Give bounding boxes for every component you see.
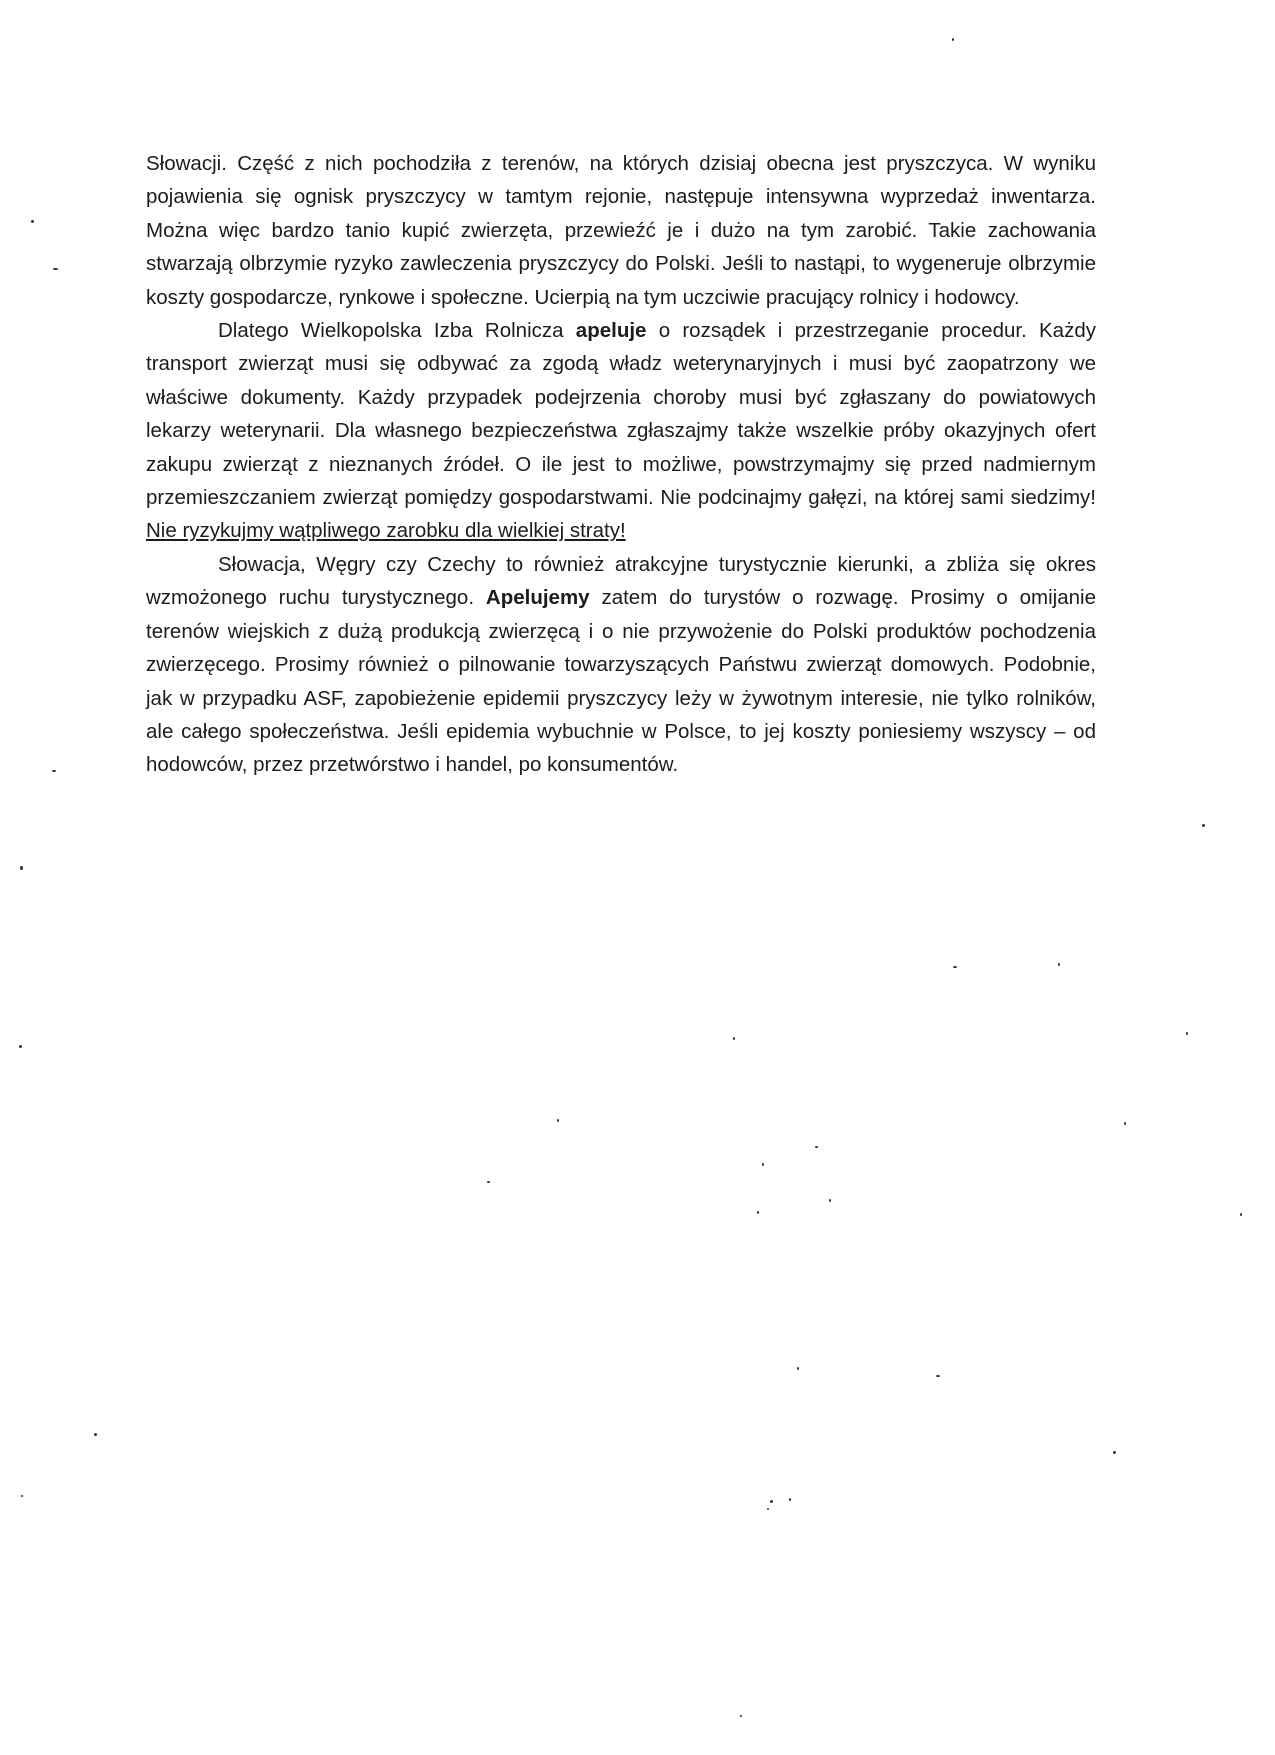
paragraph-3 (146, 548, 1096, 782)
scan-speck (952, 38, 954, 41)
scan-speck (789, 1498, 791, 1501)
scan-speck (733, 1037, 735, 1040)
paragraph-1 (146, 147, 1096, 314)
paragraph-2-underlined-sentence: Nie ryzykujmy wątpliwego zarobku dla wielkiej straty! (146, 519, 626, 543)
scan-speck (762, 1163, 764, 1166)
paragraph-3-text-start: Słowacja, Węgry czy Czechy to również atrakcyjne turystycznie kierunki, a zbliża się okres wzmożonego ruchu turystycznego. (146, 552, 1096, 610)
document-body (146, 147, 1096, 782)
scan-speck (52, 770, 56, 772)
scan-speck (487, 1181, 490, 1183)
paragraph-2-bold-apeluje: apeluje (575, 319, 647, 343)
paragraph-2-text-end: o rozsądek i przestrzeganie procedur. Każdy transport zwierząt musi się odbywać za zgodą władz weterynaryjnych i musi być zaopatrzony we właściwe dokumenty. Każdy przypadek podejrzenia choroby musi być zgłaszany do powiatowych lekarzy weterynarii. Dla własnego bezpieczeństwa zgłaszajmy także wszelkie próby okazyjnych ofert zakupu zwierząt z nieznanych źródeł. O ile jest to możliwe, powstrzymajmy się przed nadmiernym przemieszczaniem zwierząt pomiędzy gospodarstwami. Nie podcinajmy gałęzi, na której sami siedzimy! (146, 319, 1096, 510)
scan-speck (815, 1146, 818, 1148)
paragraph-2-text-start: Dlatego Wielkopolska Izba Rolnicza (218, 319, 576, 343)
scan-speck (770, 1500, 773, 1503)
paragraph-2 (146, 314, 1096, 548)
scan-speck (19, 1045, 22, 1048)
scan-speck (1186, 1032, 1188, 1035)
paragraph-3-bold-apelujemy: Apelujemy (485, 586, 590, 610)
scan-speck (94, 1433, 97, 1436)
scan-speck (797, 1367, 799, 1370)
scan-speck (757, 1211, 759, 1214)
scan-speck (953, 966, 957, 968)
scan-speck (1240, 1213, 1242, 1216)
scan-speck (21, 1495, 23, 1497)
scan-speck (1202, 824, 1205, 827)
scan-speck (557, 1119, 559, 1122)
scan-speck (20, 866, 23, 870)
scan-speck (1124, 1122, 1126, 1125)
scan-speck (31, 220, 34, 223)
paragraph-1-text: Słowacji. Część z nich pochodziła z terenów, na których dzisiaj obecna jest pryszczyca. W wyniku pojawienia się ognisk pryszczycy w tamtym rejonie, następuje intensywna wyprzedaż inwentarza. Można więc bardzo tanio kupić zwierzęta, przewieźć je i dużo na tym zarobić. Takie zachowania stwarzają olbrzymie ryzyko zawleczenia pryszczycy do Polski. Jeśli to nastąpi, to wygeneruje olbrzymie koszty gospodarcze, rynkowe i społeczne. Ucierpią na tym uczciwie pracujący rolnicy i hodowcy. (146, 152, 1096, 309)
scan-speck (740, 1715, 742, 1717)
scan-speck (1113, 1451, 1116, 1454)
scan-speck (829, 1199, 831, 1202)
scan-speck (53, 268, 58, 270)
scan-speck (936, 1375, 940, 1377)
scan-speck (767, 1508, 769, 1510)
scan-speck (1058, 963, 1060, 966)
paragraph-3-text-end: zatem do turystów o rozwagę. Prosimy o omijanie terenów wiejskich z dużą produkcją zwierzęcą i o nie przywożenie do Polski produktów pochodzenia zwierzęcego. Prosimy również o pilnowanie towarzyszących Państwu zwierząt domowych. Podobnie, jak w przypadku ASF, zapobieżenie epidemii pryszczycy leży w żywotnym interesie, nie tylko rolników, ale całego społeczeństwa. Jeśli epidemia wybuchnie w Polsce, to jej koszty poniesiemy wszyscy – od hodowców, przez przetwórstwo i handel, po konsumentów. (146, 586, 1096, 777)
